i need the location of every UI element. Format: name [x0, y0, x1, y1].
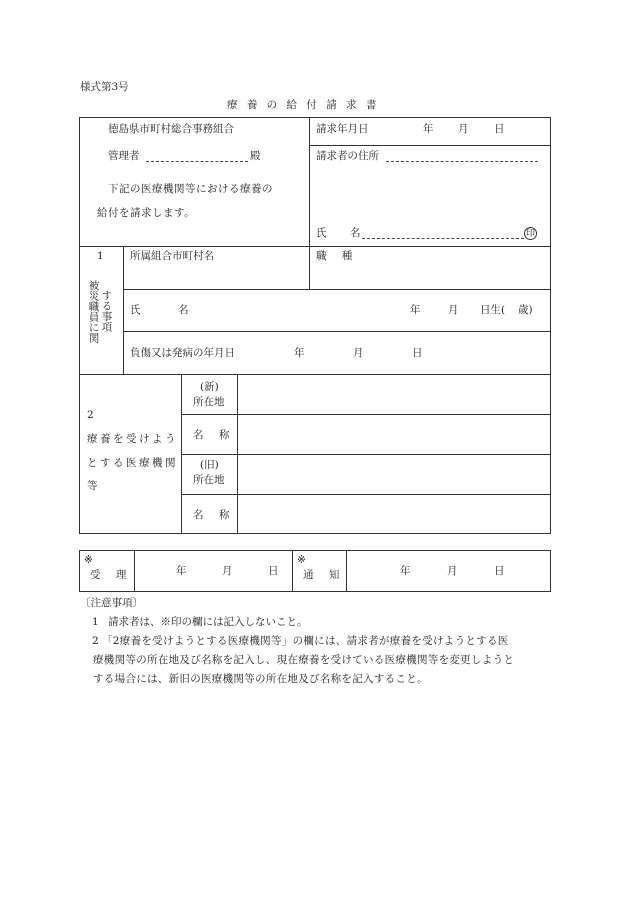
request-date-month: 月	[458, 123, 469, 135]
requester-name-label-1: 氏	[316, 227, 327, 239]
addressee-org: 徳島県市町村総合事務組合	[108, 123, 234, 135]
receipt-year: 年	[176, 565, 187, 577]
notice-label: 通 知	[303, 569, 346, 581]
receipt-mark: ※	[84, 554, 93, 566]
injury-month: 月	[353, 347, 364, 359]
main-table-border	[79, 117, 551, 534]
manager-label: 管理者	[108, 150, 140, 162]
note2-text-line1: 「2療養を受けようとする医療機関等」の欄には、請求者が療養を受けようとする医	[102, 635, 509, 647]
note1-text: 請求者は、※印の欄には記入しないこと。	[108, 616, 308, 628]
injury-year: 年	[294, 347, 305, 359]
divider	[181, 454, 551, 455]
seal-icon: 印	[525, 229, 535, 239]
divider	[79, 246, 551, 247]
note2-text-line2: 療機関等の所在地及び名称を記入し、現在療養を受けている医療機関等を変更しようと	[93, 654, 515, 666]
new-tag: (新)	[200, 381, 219, 393]
union-label: 所属組合市町村名	[130, 250, 214, 262]
receipt-month: 月	[222, 565, 233, 577]
divider	[309, 145, 551, 146]
note2-number: 2	[92, 635, 99, 647]
requester-address-label: 請求者の住所	[316, 150, 379, 162]
request-date-year: 年	[423, 123, 434, 135]
form-number: 様式第3号	[80, 81, 129, 93]
age-label: 歳)	[518, 304, 533, 316]
request-date-day: 日	[494, 123, 505, 135]
new-location-label: 所在地	[193, 396, 225, 408]
old-tag: (旧)	[200, 459, 219, 471]
birth-month: 月	[448, 304, 459, 316]
divider	[123, 289, 551, 290]
section1-side-label: する事項	[100, 290, 113, 332]
section2-label-line1: 療養を受けよう	[87, 433, 178, 445]
divider	[181, 414, 551, 415]
requester-address-line	[386, 161, 538, 162]
job-label: 職 種	[316, 250, 359, 262]
notice-day: 日	[494, 565, 505, 577]
new-name-label: 名 称	[193, 429, 236, 441]
section1-side-label: 被災職員に関	[87, 280, 100, 343]
divider	[123, 331, 551, 332]
note1-number: 1	[92, 616, 99, 628]
honorific: 殿	[250, 150, 261, 162]
section1-number: 1	[97, 250, 104, 262]
injury-day: 日	[412, 347, 423, 359]
divider	[292, 550, 293, 592]
divider	[134, 550, 135, 592]
notice-mark: ※	[297, 554, 306, 566]
section2-label-line3: 等	[87, 480, 98, 492]
divider	[123, 246, 124, 374]
divider	[79, 374, 551, 375]
receipt-day: 日	[268, 565, 279, 577]
form-title: 療 養 の 給 付 請 求 書	[227, 99, 380, 111]
notice-year: 年	[400, 565, 411, 577]
divider	[309, 117, 310, 290]
staff-name-label-2: 名	[178, 304, 189, 316]
request-text-line1: 下記の医療機関等における療養の	[108, 183, 273, 195]
staff-name-label-1: 氏	[130, 304, 141, 316]
old-location-label: 所在地	[193, 474, 225, 486]
request-date-label: 請求年月日	[316, 123, 369, 135]
injury-date-label: 負傷又は発病の年月日	[130, 347, 235, 359]
request-text-line2: 給付を請求します。	[97, 207, 196, 219]
manager-line	[146, 161, 248, 162]
old-name-label: 名 称	[193, 509, 236, 521]
requester-name-line	[362, 238, 524, 239]
birth-day: 日生(	[480, 304, 506, 316]
section2-label-line2: とする医療機関	[87, 457, 178, 469]
requester-name-label-2: 名	[350, 227, 361, 239]
section2-number: 2	[87, 409, 94, 421]
notes-heading: 〔注意事項〕	[80, 597, 143, 609]
divider	[181, 494, 551, 495]
receipt-label: 受 理	[90, 569, 133, 581]
notice-month: 月	[447, 565, 458, 577]
divider	[346, 550, 347, 592]
birth-year: 年	[410, 304, 421, 316]
note2-text-line3: する場合には、新旧の医療機関等の所在地及び名称を記入すること。	[93, 673, 428, 685]
